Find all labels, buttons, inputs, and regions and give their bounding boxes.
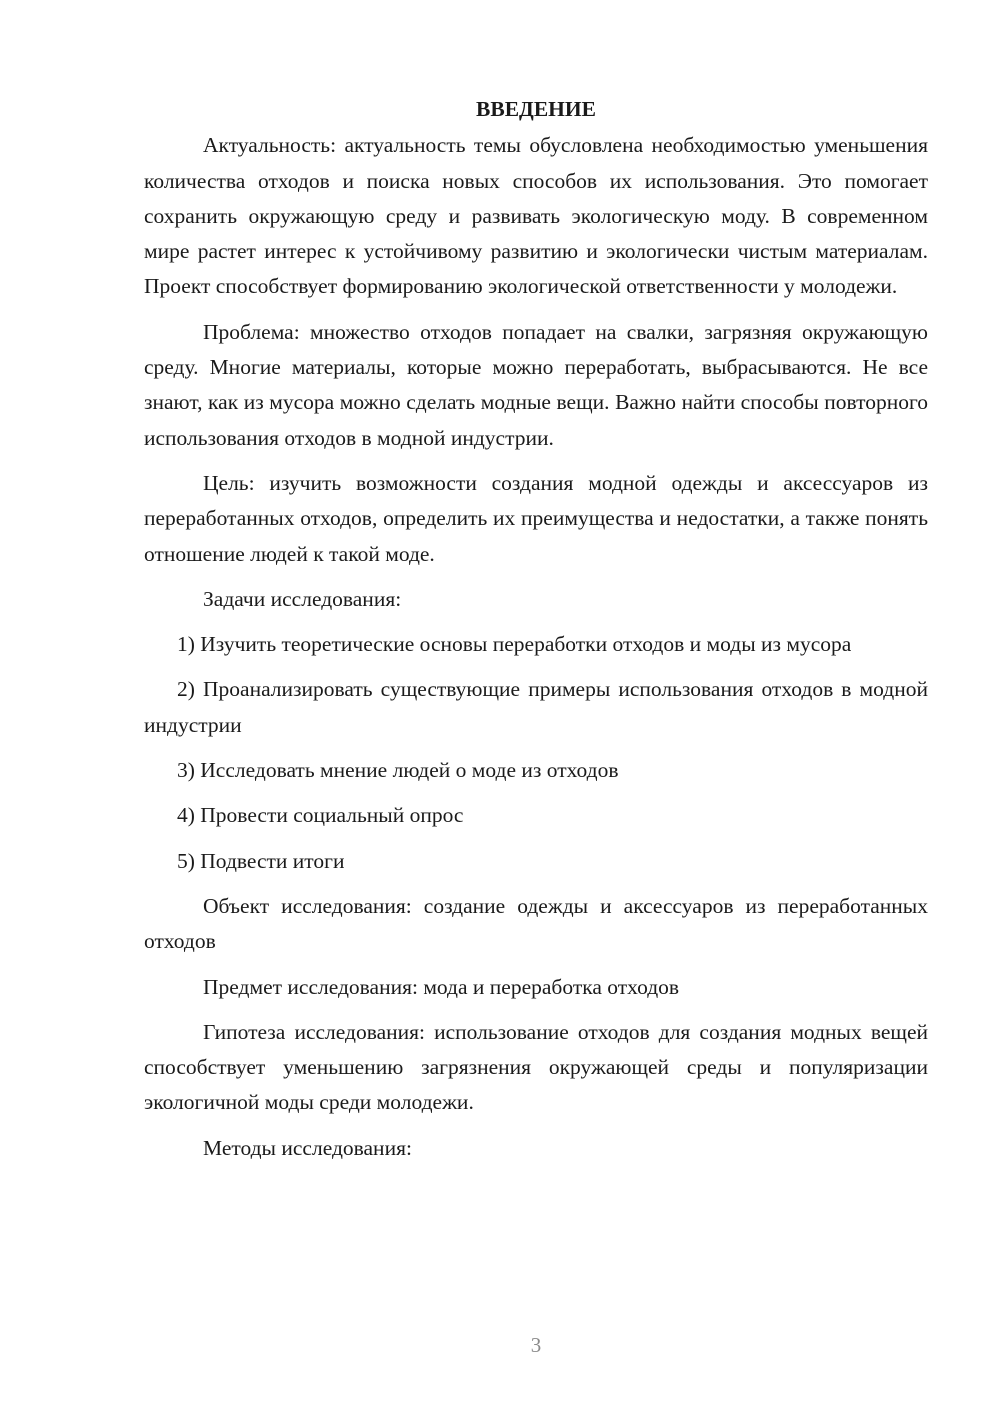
- page-title: ВВЕДЕНИЕ: [476, 97, 596, 121]
- paragraph-relevance: Актуальность: актуальность темы обусловлена необходимостью уменьшения количества отходов и поиска новых способов их использования. Это помогает сохранить окружающую среду и развивать экологическую моду. В современном мире растет интерес к устойчивому развитию и экологически чистым материалам. Проект способствует формированию экологической ответственности у молодежи.: [144, 133, 928, 299]
- task-item-4: 4) Провести социальный опрос: [177, 803, 464, 828]
- page-number: 3: [530, 1333, 542, 1357]
- page-content: [144, 92, 928, 1176]
- task-item-5: 5) Подвести итоги: [177, 848, 345, 873]
- paragraph-methods: Методы исследования:: [203, 1135, 412, 1160]
- task-item-2: 2) Проанализировать существующие примеры использования отходов в модной индустрии: [144, 677, 928, 737]
- task-item-3: 3) Исследовать мнение людей о моде из отходов: [177, 758, 619, 783]
- paragraph-tasks-heading: Задачи исследования:: [203, 586, 402, 611]
- paragraph-subject: Предмет исследования: мода и переработка отходов: [203, 974, 680, 999]
- paragraph-object: Объект исследования: создание одежды и аксессуаров из переработанных отходов: [144, 893, 928, 954]
- paragraph-hypothesis: Гипотеза исследования: использование отходов для создания модных вещей способствует уменьшению загрязнения окружающей среды и популяризации экологичной моды среди молодежи.: [144, 1019, 928, 1115]
- paragraph-goal: Цель: изучить возможности создания модной одежды и аксессуаров из переработанных отходов, определить их преимущества и недостатки, а также понять отношение людей к такой моде.: [144, 470, 928, 566]
- task-item-1: 1) Изучить теоретические основы переработки отходов и моды из мусора: [177, 632, 852, 657]
- paragraph-problem: Проблема: множество отходов попадает на свалки, загрязняя окружающую среду. Многие материалы, которые можно переработать, выбрасываются. Не все знают, как из мусора можно сделать модные вещи. Важно найти способы повторного использования отходов в модной индустрии.: [144, 319, 928, 450]
